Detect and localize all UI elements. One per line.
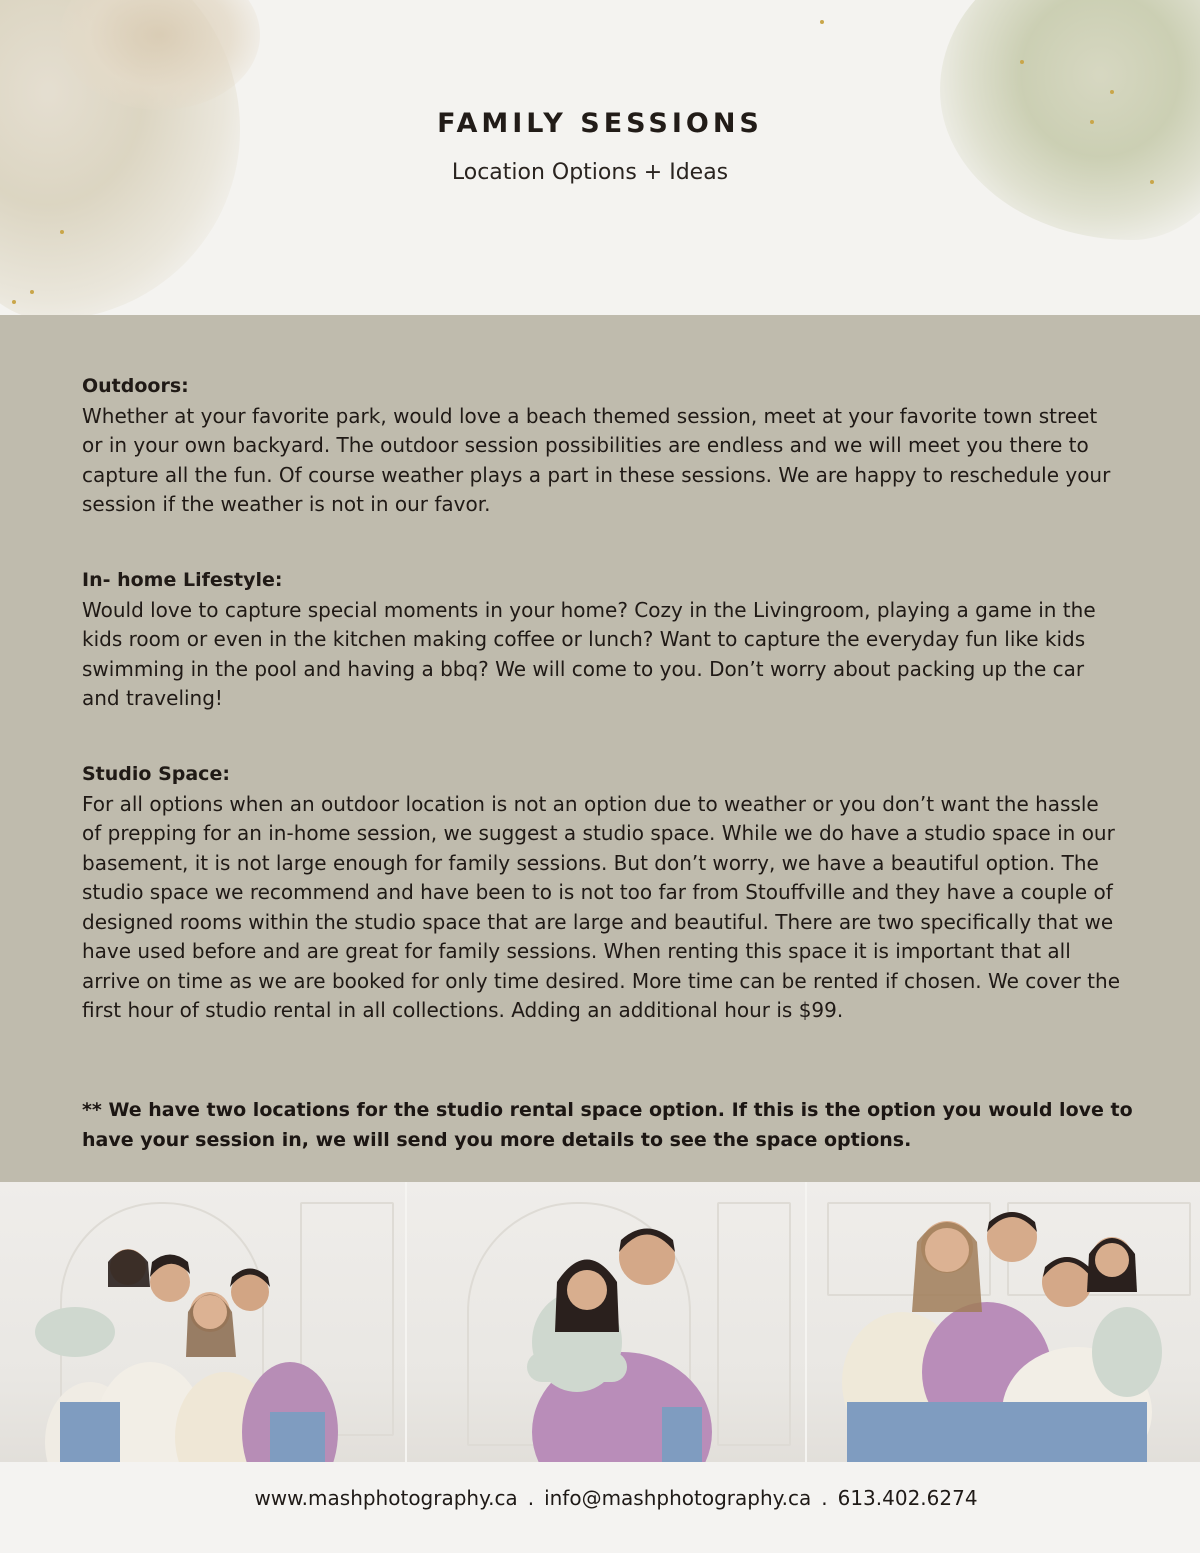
separator: . <box>821 1486 828 1510</box>
family-group-illustration <box>0 1182 405 1462</box>
gold-fleck <box>1020 60 1024 64</box>
family-photo-2 <box>407 1182 805 1462</box>
section-heading: In- home Lifestyle: <box>82 569 283 591</box>
section-body: Would love to capture special moments in your home? Cozy in the Livingroom, playing a game in the kids room or even in the kitchen making coffee or lunch? Want to capture the everyday fun like kids swimming in the pool and having a bbq? We will come to you. Don’t worry about packing up the car and traveling! <box>82 597 1096 710</box>
page-subtitle: Location Options + Ideas <box>451 160 729 185</box>
studio-rental-note: ** We have two locations for the studio rental space option. If this is the option you would love to have your session in, we will send you more details to see the space options. <box>82 1099 1133 1151</box>
gold-fleck <box>1110 90 1114 94</box>
section-body: For all options when an outdoor location is not an option due to weather or you don’t want the hassle of prepping for an in-home session, we suggest a studio space. While we do have a studio space in our basement, it is not large enough for family sessions. But don’t worry, we have a beautiful option. The studio space we recommend and have been to is not too far from Stouffville and they have a couple of designed rooms within the studio space that are large and beautiful. There are two specifically that we have used before and are great for family sessions. When renting this space it is important that all arrive on time as we are booked for only time desired. More time can be rented if chosen. We cover the first hour of studio rental in all collections. Adding an additional hour is $99. <box>82 791 1121 1022</box>
gold-fleck <box>60 230 64 234</box>
gold-fleck <box>30 290 34 294</box>
contact-info <box>0 1486 1200 1510</box>
gold-fleck <box>12 300 16 304</box>
website-link[interactable]: www.mashphotography.ca <box>254 1486 518 1510</box>
section-studio-space <box>82 760 1122 1026</box>
siblings-illustration <box>407 1182 805 1462</box>
section-outdoors <box>82 372 1122 520</box>
phone-number[interactable]: 613.402.6274 <box>837 1486 978 1510</box>
page-title: FAMILY SESSIONS <box>437 108 763 139</box>
separator: . <box>527 1486 535 1510</box>
family-photo-3 <box>807 1182 1200 1462</box>
family-seated-illustration <box>807 1182 1200 1462</box>
section-in-home-lifestyle <box>82 566 1122 714</box>
family-photo-1 <box>0 1182 405 1462</box>
photo-strip <box>0 1182 1200 1462</box>
section-heading: Outdoors: <box>82 375 189 397</box>
gold-fleck <box>820 20 824 24</box>
section-heading: Studio Space: <box>82 763 230 785</box>
header <box>0 0 1200 315</box>
section-body: Whether at your favorite park, would love a beach themed session, meet at your favorite town street or in your own backyard. The outdoor session possibilities are endless and we will meet you there to capture all the fun. Of course weather plays a part in these sessions. We are happy to reschedule your session if the weather is not in our favor. <box>82 403 1111 516</box>
email-link[interactable]: info@mashphotography.ca <box>544 1486 812 1510</box>
